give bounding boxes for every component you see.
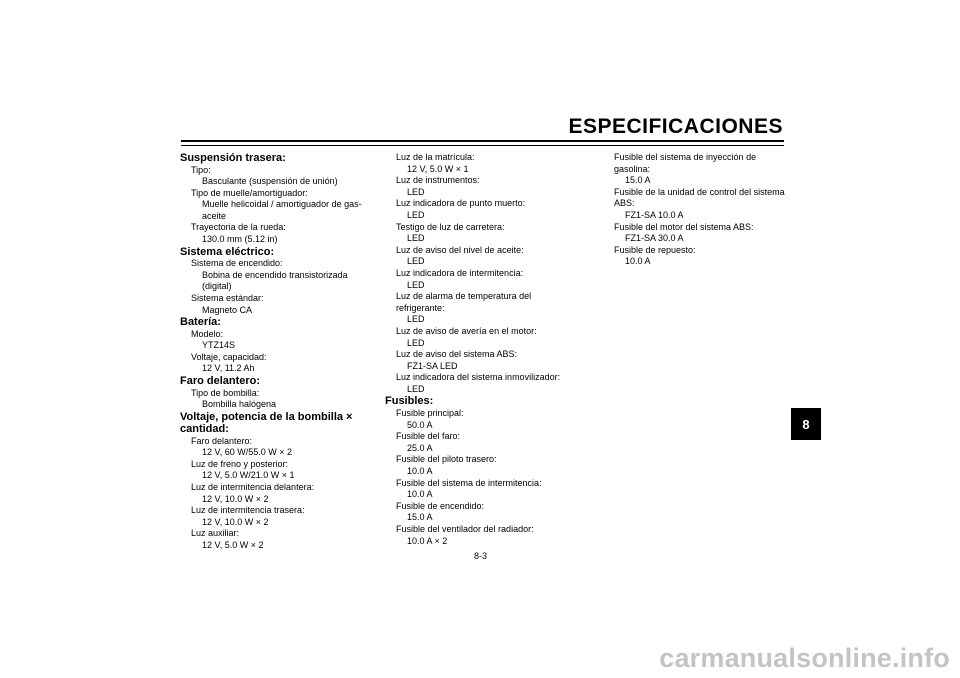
spec-label: Sistema estándar: (191, 292, 264, 303)
spec-label: Sistema de encendido: (191, 258, 283, 269)
spec-value: LED (407, 337, 425, 348)
spec-value: 12 V, 10.0 W × 2 (202, 493, 269, 504)
spec-value: (digital) (202, 281, 232, 292)
spec-column-1 (180, 152, 380, 552)
spec-value: 12 V, 60 W/55.0 W × 2 (202, 447, 292, 458)
spec-value: LED (407, 233, 425, 244)
header-rule-thin (181, 145, 784, 146)
spec-label: Fusible del sistema de intermitencia: (396, 477, 542, 488)
spec-label: Luz de intermitencia delantera: (191, 482, 315, 493)
spec-value: 10.0 A (625, 256, 651, 267)
spec-label: Modelo: (191, 328, 224, 339)
spec-value: FZ1-SA 10.0 A (625, 209, 684, 220)
spec-label: Luz indicadora del sistema inmovilizador: (396, 372, 561, 383)
spec-value: 15.0 A (407, 512, 433, 523)
spec-value: LED (407, 279, 425, 290)
spec-column-3 (603, 152, 793, 268)
section-heading: Suspensión trasera: (180, 152, 286, 164)
spec-value: aceite (202, 210, 227, 221)
spec-value: LED (407, 209, 425, 220)
spec-label: Luz indicadora de intermitencia: (396, 267, 524, 278)
spec-label: Luz indicadora de punto muerto: (396, 198, 526, 209)
spec-value: 12 V, 10.0 W × 2 (202, 516, 269, 527)
spec-label: Luz de intermitencia trasera: (191, 505, 305, 516)
spec-label: Luz de instrumentos: (396, 175, 480, 186)
spec-value: 12 V, 5.0 W × 2 (202, 540, 264, 551)
section-heading: cantidad: (180, 423, 229, 436)
spec-value: 12 V, 5.0 W/21.0 W × 1 (202, 470, 295, 481)
spec-value: 10.0 A (407, 465, 433, 476)
spec-value: LED (407, 383, 425, 394)
spec-label: Luz de aviso de avería en el motor: (396, 325, 537, 336)
spec-value: 15.0 A (625, 175, 651, 186)
spec-label: Faro delantero: (191, 435, 253, 446)
spec-value: Muelle helicoidal / amortiguador de gas- (202, 199, 362, 210)
page-number: 8-3 (474, 551, 488, 561)
spec-label: Fusible del ventilador del radiador: (396, 523, 534, 534)
spec-column-2 (385, 152, 585, 547)
spec-label: Tipo: (191, 164, 211, 175)
spec-value: 12 V, 5.0 W × 1 (407, 163, 469, 174)
spec-value: Bombilla halógena (202, 399, 277, 410)
spec-value: LED (407, 186, 425, 197)
spec-value: 10.0 A (407, 489, 433, 500)
spec-value: FZ1-SA 30.0 A (625, 233, 684, 244)
spec-label: Fusible de la unidad de control del sistema (614, 186, 785, 197)
spec-value: 12 V, 11.2 Ah (202, 363, 255, 374)
spec-label: ABS: (614, 198, 635, 209)
spec-label: Fusible del sistema de inyección de gasolina: (614, 152, 757, 174)
spec-value: 50.0 A (407, 419, 433, 430)
section-heading: Faro delantero: (180, 375, 261, 387)
spec-label: Testigo de luz de carretera: (396, 221, 505, 232)
spec-value: Magneto CA (202, 304, 253, 315)
spec-label: refrigerante: (396, 302, 445, 313)
spec-value: LED (407, 314, 425, 325)
header-rule-thick (181, 140, 784, 142)
section-heading: Batería: (180, 316, 221, 329)
spec-label: Luz de la matrícula: (396, 152, 475, 162)
chapter-tab (791, 408, 821, 440)
spec-value: Bobina de encendido transistorizada (202, 269, 348, 280)
section-heading: Voltaje, potencia de la bombilla × (180, 410, 353, 423)
spec-label: Fusible del faro: (396, 431, 461, 442)
section-heading: Fusibles: (385, 395, 434, 408)
spec-value: FZ1-SA LED (407, 360, 458, 371)
spec-label: Fusible de encendido: (396, 500, 485, 511)
spec-label: Luz auxiliar: (191, 528, 240, 539)
page-title: ESPECIFICACIONES (568, 115, 783, 138)
spec-label: Fusible del motor del sistema ABS: (614, 221, 754, 232)
spec-value: YTZ14S (202, 340, 236, 351)
spec-value: 130.0 mm (5.12 in) (202, 234, 278, 245)
spec-value: 25.0 A (407, 442, 433, 453)
watermark: carmanualsonline.info (659, 643, 950, 673)
section-heading: Sistema eléctrico: (180, 245, 275, 258)
spec-value: Basculante (suspensión de unión) (202, 176, 338, 187)
spec-label: Fusible del piloto trasero: (396, 454, 497, 465)
spec-label: Tipo de muelle/amortiguador: (191, 187, 308, 198)
spec-label: Luz de freno y posterior: (191, 458, 289, 469)
spec-label: Tipo de bombilla: (191, 387, 260, 398)
chapter-tab-label: 8 (802, 416, 810, 432)
spec-label: Luz de alarma de temperatura del (396, 291, 532, 302)
spec-value: 10.0 A × 2 (407, 535, 448, 546)
spec-value: LED (407, 256, 425, 267)
spec-label: Trayectoria de la rueda: (191, 222, 286, 233)
spec-label: Fusible de repuesto: (614, 244, 696, 255)
spec-label: Fusible principal: (396, 407, 464, 418)
spec-label: Voltaje, capacidad: (191, 351, 267, 362)
spec-label: Luz de aviso del nivel de aceite: (396, 244, 524, 255)
spec-label: Luz de aviso del sistema ABS: (396, 349, 518, 360)
